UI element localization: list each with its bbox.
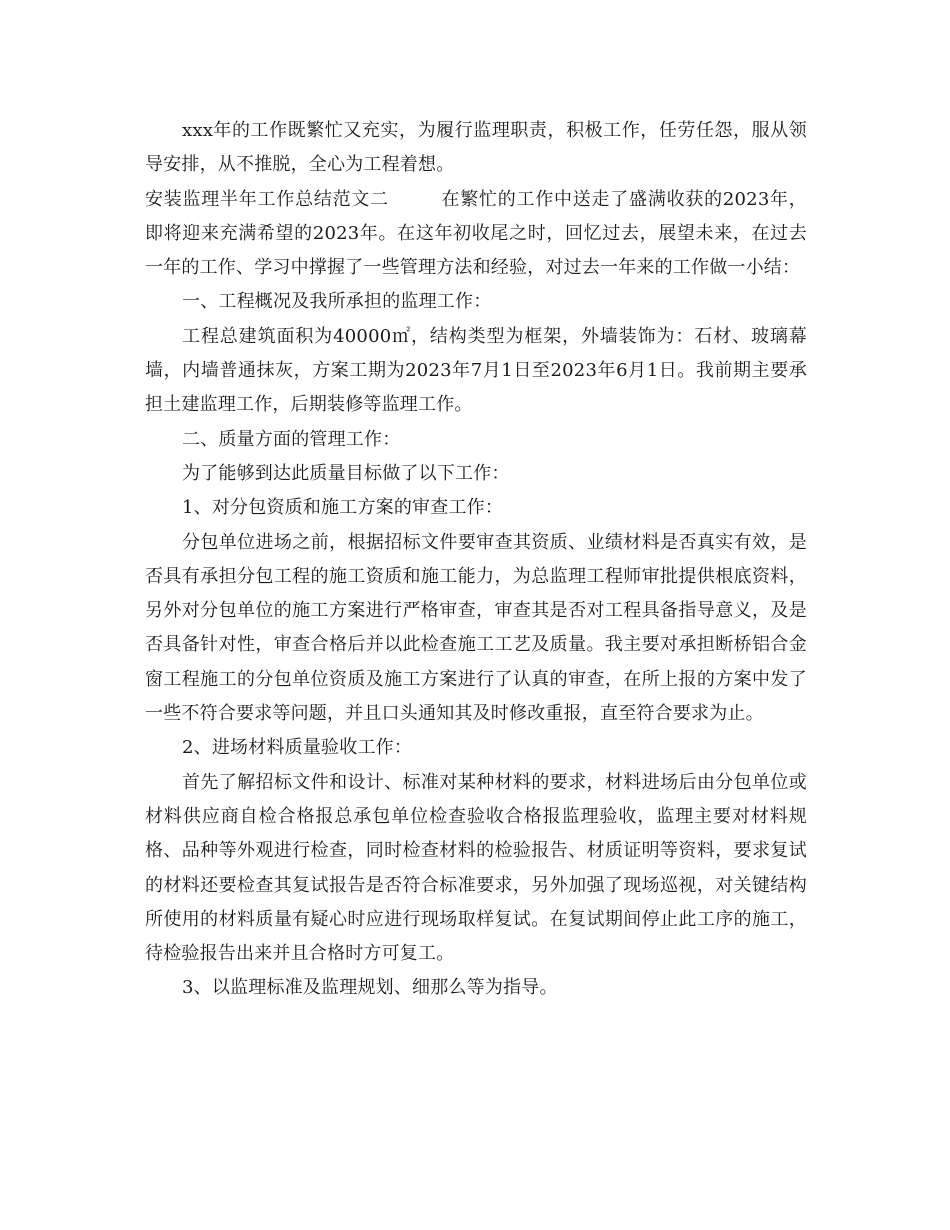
paragraph-material-inspection: 首先了解招标文件和设计、标准对某种材料的要求，材料进场后由分包单位或材料供应商自检合格报总承包单位检查验收合格报监理验收，监理主要对材料规格、品种等外观进行检查，同时检查材料的检验报告、材质证明等资料，要求复试的材料还要检查其复试报告是否符合标准要求，另外加强了现场巡视，对关键结构所使用的材料质量有疑心时应进行现场取样复试。在复试期间停止此工序的施工，待检验报告出来并且合格时方可复工。 bbox=[145, 771, 807, 965]
heading-project-overview: 一、工程概况及我所承担的监理工作： bbox=[182, 291, 492, 313]
heading-quality-management: 二、质量方面的管理工作： bbox=[182, 428, 401, 450]
paragraph-subcontract-review: 分包单位进场之前，根据招标文件要审查其资质、业绩材料是否真实有效，是否具有承担分包工程的施工资质和施工能力，为总监理工程师审批提供根底资料，另外对分包单位的施工方案进行严格审查，审查其是否对工程具备指导意义，及是否具备针对性，审查合格后并以此检查施工工艺及质量。我主要对承担断桥铝合金窗工程施工的分包单位资质及施工方案进行了认真的审查，在所上报的方案中发了一些不符合要求等问题，并且口头通知其及时修改重报，直至符合要求为止。 bbox=[145, 531, 807, 725]
section-title: 安装监理半年工作总结范文二 bbox=[145, 188, 389, 210]
paragraph-intro: xxx年的工作既繁忙又充实，为履行监理职责，积极工作，任劳任怨，服从领导安排，从不推脱，全心为工程着想。 bbox=[145, 120, 807, 176]
paragraph-project-overview: 工程总建筑面积为40000㎡，结构类型为框架，外墙装饰为：石材、玻璃幕墙，内墙普通抹灰，方案工期为2023年7月1日至2023年6月1日。我前期主要承担土建监理工作，后期装修等监理工作。 bbox=[145, 325, 807, 416]
paragraph-quality-goal: 为了能够到达此质量目标做了以下工作： bbox=[182, 462, 510, 484]
document-body bbox=[145, 114, 807, 1006]
heading-supervision-standards: 3、以监理标准及监理规划、细那么等为指导。 bbox=[182, 977, 558, 999]
paragraph-title-section bbox=[145, 183, 807, 286]
heading-subcontract-review: 1、对分包资质和施工方案的审查工作： bbox=[182, 497, 504, 519]
heading-material-inspection: 2、进场材料质量验收工作： bbox=[182, 737, 413, 759]
section-intro-text: 在繁忙的工作中送走了盛满收获的2023年，即将迎来充满希望的2023年。在这年初收尾之时，回忆过去，展望未来，在过去一年的工作、学习中撑握了一些管理方法和经验，对过去一年来的工作做一小结： bbox=[145, 188, 807, 279]
